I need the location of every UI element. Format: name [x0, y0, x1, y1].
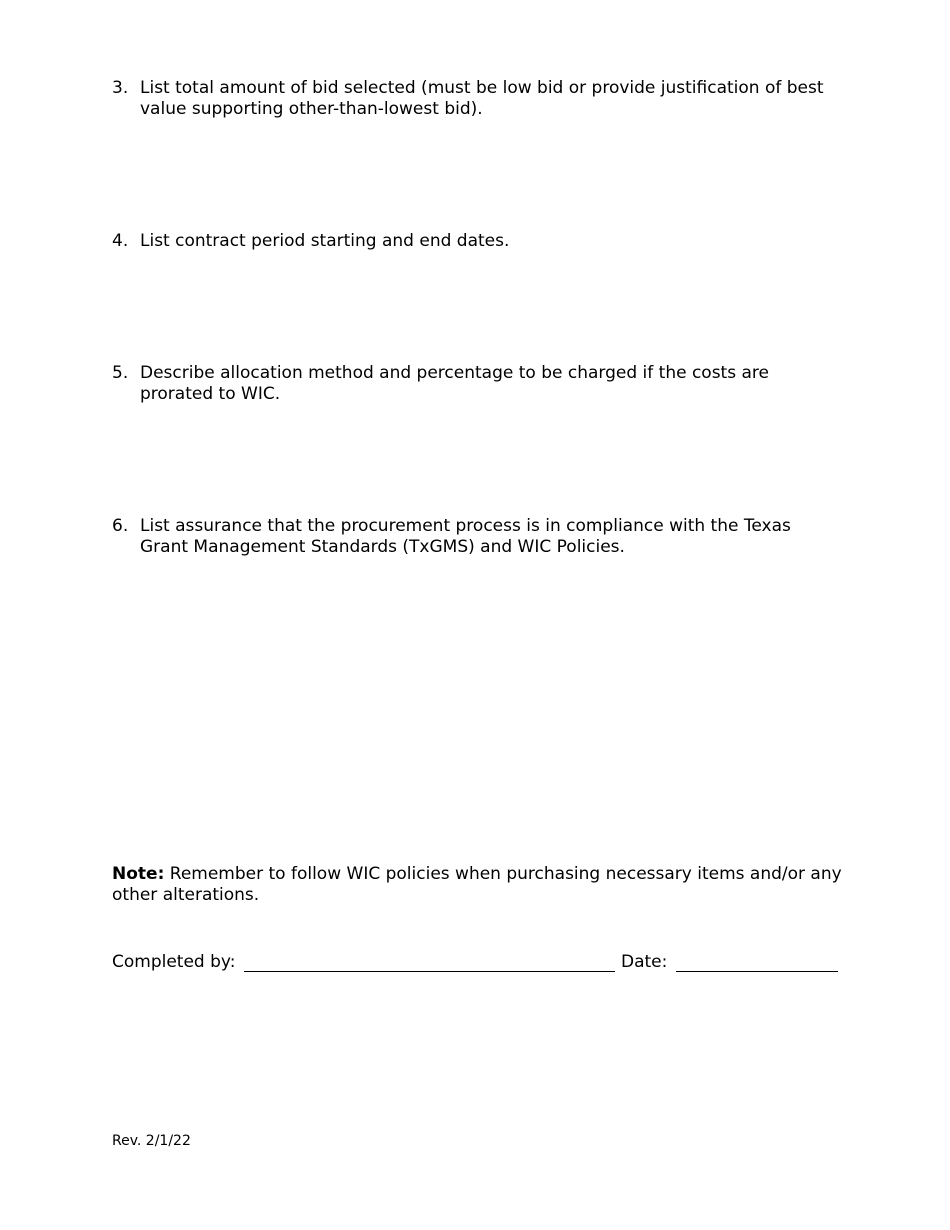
- question-4-number: 4.: [112, 231, 129, 251]
- note-label: Note:: [112, 864, 165, 884]
- question-4-text: List contract period starting and end dates.: [140, 231, 510, 251]
- revision-footer: Rev. 2/1/22: [112, 1133, 191, 1149]
- note-paragraph: [112, 864, 842, 906]
- question-6-text: List assurance that the procurement process is in compliance with the Texas Grant Management Standards (TxGMS) and WIC Policies.: [140, 516, 791, 557]
- question-6-number: 6.: [112, 516, 129, 536]
- question-3-text: List total amount of bid selected (must be low bid or provide justification of best value supporting other-than-lowest bid).: [140, 78, 824, 119]
- note-text: Remember to follow WIC policies when purchasing necessary items and/or any other alterations.: [112, 864, 842, 905]
- completed-by-label: Completed by:: [112, 952, 236, 972]
- question-4: [112, 231, 842, 252]
- question-3-number: 3.: [112, 78, 129, 98]
- question-5-text: Describe allocation method and percentage to be charged if the costs are prorated to WIC.: [140, 363, 769, 404]
- date-line[interactable]: [676, 971, 838, 972]
- question-3: [112, 78, 842, 119]
- question-5-number: 5.: [112, 363, 129, 383]
- signature-row: [112, 952, 842, 976]
- completed-by-line[interactable]: [244, 971, 615, 972]
- question-5: [112, 363, 842, 404]
- date-label: Date:: [621, 952, 668, 972]
- question-6: [112, 516, 842, 557]
